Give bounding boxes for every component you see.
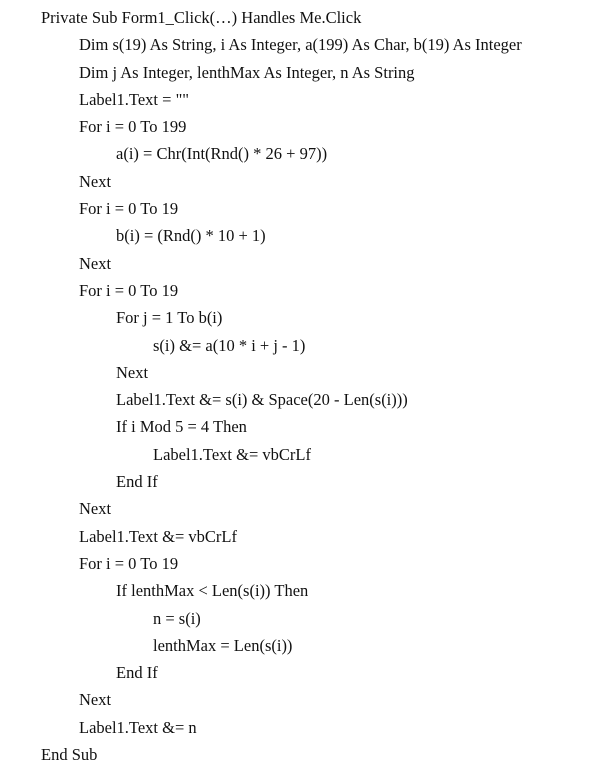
code-line: End If: [116, 472, 158, 492]
code-line: Label1.Text &= s(i) & Space(20 - Len(s(i))): [116, 390, 408, 410]
code-line: For j = 1 To b(i): [116, 308, 223, 328]
code-line: Label1.Text &= vbCrLf: [79, 526, 237, 546]
code-line: Next: [79, 171, 112, 191]
code-line: If i Mod 5 = 4 Then: [116, 417, 247, 437]
code-line: Next: [116, 362, 149, 382]
code-line: Dim j As Integer, lenthMax As Integer, n As String: [79, 62, 415, 82]
code-line: For i = 0 To 19: [79, 553, 179, 573]
code-line: Next: [79, 690, 112, 710]
code-line: Next: [79, 253, 112, 273]
code-line: Next: [79, 499, 112, 519]
code-line: Label1.Text = "": [79, 89, 190, 109]
code-line: For i = 0 To 19: [79, 199, 179, 219]
code-line: lenthMax = Len(s(i)): [153, 635, 293, 655]
code-line: Label1.Text &= n: [79, 717, 197, 737]
code-line: End If: [116, 663, 158, 683]
code-line: n = s(i): [153, 608, 201, 628]
code-line: End Sub: [41, 745, 98, 765]
code-line: b(i) = (Rnd() * 10 + 1): [116, 226, 266, 246]
code-line: a(i) = Chr(Int(Rnd() * 26 + 97)): [116, 144, 328, 164]
code-line: s(i) &= a(10 * i + j - 1): [153, 335, 306, 355]
code-line: For i = 0 To 19: [79, 280, 179, 300]
code-line: For i = 0 To 199: [79, 117, 187, 137]
code-line: Private Sub Form1_Click(…) Handles Me.Click: [41, 8, 362, 27]
code-line: Dim s(19) As String, i As Integer, a(199) As Char, b(19) As Integer: [79, 35, 522, 55]
code-line: If lenthMax < Len(s(i)) Then: [116, 581, 309, 601]
code-listing: [0, 4, 616, 768]
code-line: Label1.Text &= vbCrLf: [153, 444, 311, 464]
